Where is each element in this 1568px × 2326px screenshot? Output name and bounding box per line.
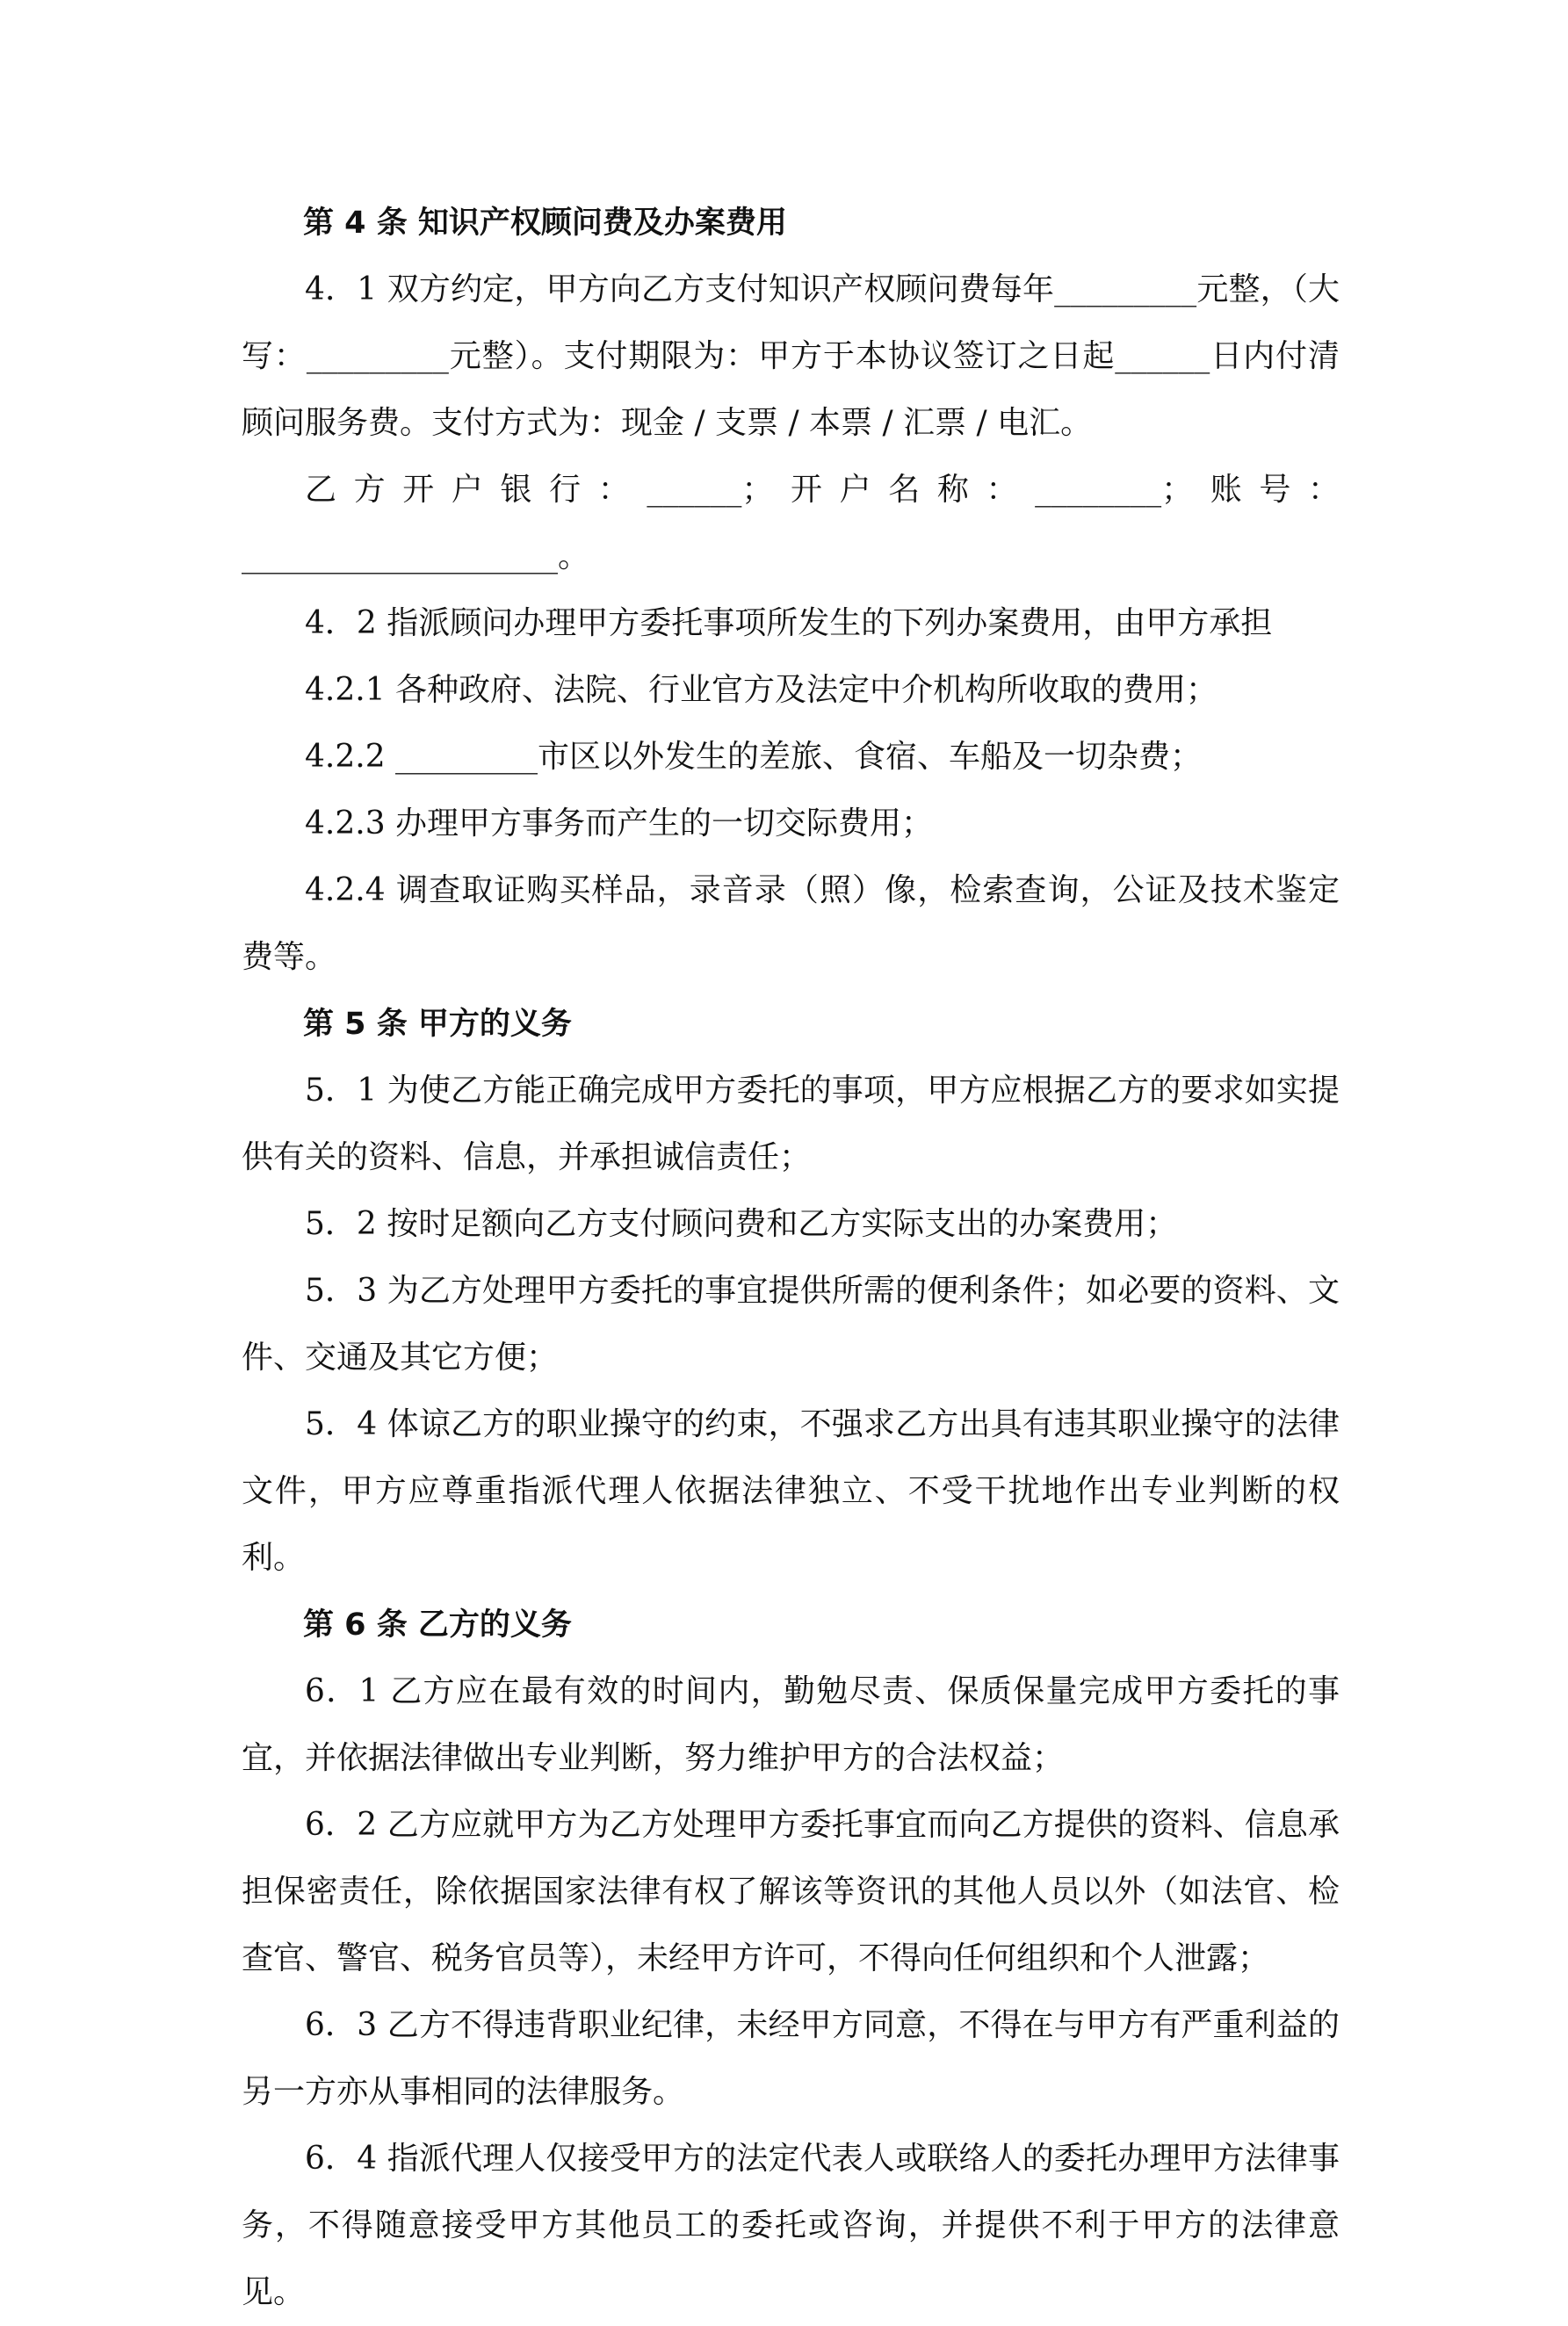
article-4-heading: 第 4 条 知识产权顾问费及办案费用 — [303, 206, 787, 241]
article-6-heading: 第 6 条 乙方的义务 — [303, 1607, 572, 1643]
bank-info: 乙方开户银行：______；开户名称：________；账号：____________________。 — [242, 472, 1340, 574]
clause-6-2: 6．2 乙方应就甲方为乙方处理甲方委托事宜而向乙方提供的资料、信息承担保密责任，除依据国家法律有权了解该等资讯的其他人员以外（如法官、检查官、警官、税务官员等），未经甲方许可，不得向任何组织和个人泄露； — [242, 1807, 1340, 1976]
clause-6-3: 6．3 乙方不得违背职业纪律，未经甲方同意，不得在与甲方有严重利益的另一方亦从事相同的法律服务。 — [242, 2007, 1340, 2110]
clause-6-4: 6．4 指派代理人仅接受甲方的法定代表人或联络人的委托办理甲方法律事务，不得随意接受甲方其他员工的委托或咨询，并提供不利于甲方的法律意见。 — [242, 2141, 1340, 2310]
article-5-heading: 第 5 条 甲方的义务 — [303, 1007, 572, 1042]
clause-4-2-4: 4.2.4 调查取证购买样品，录音录（照）像，检索查询，公证及技术鉴定费等。 — [242, 872, 1340, 975]
clause-4-2: 4．2 指派顾问办理甲方委托事项所发生的下列办案费用，由甲方承担 — [305, 605, 1273, 641]
clause-6-1: 6．1 乙方应在最有效的时间内，勤勉尽责、保质保量完成甲方委托的事宜，并依据法律做出专业判断，努力维护甲方的合法权益； — [242, 1673, 1340, 1776]
clause-4-1: 4．1 双方约定，甲方向乙方支付知识产权顾问费每年_________元整，（大写：_________元整）。支付期限为：甲方于本协议签订之日起______日内付清顾问服务费。支付方式为：现金 / 支票 / 本票 / 汇票 / 电汇。 — [242, 271, 1340, 441]
clause-4-2-2: 4.2.2 _________市区以外发生的差旅、食宿、车船及一切杂费； — [305, 739, 1203, 775]
clause-5-1: 5．1 为使乙方能正确完成甲方委托的事项，甲方应根据乙方的要求如实提供有关的资料、信息，并承担诚信责任； — [242, 1073, 1340, 1175]
document-page — [242, 190, 1340, 2326]
clause-5-4: 5．4 体谅乙方的职业操守的约束，不强求乙方出具有违其职业操守的法律文件，甲方应尊重指派代理人依据法律独立、不受干扰地作出专业判断的权利。 — [242, 1406, 1340, 1576]
clause-5-3: 5．3 为乙方处理甲方委托的事宜提供所需的便利条件；如必要的资料、文件、交通及其它方便； — [242, 1273, 1340, 1376]
clause-4-2-1: 4.2.1 各种政府、法院、行业官方及法定中介机构所收取的费用； — [305, 672, 1218, 708]
clause-5-2: 5．2 按时足额向乙方支付顾问费和乙方实际支出的办案费用； — [305, 1206, 1178, 1242]
clause-4-2-3: 4.2.3 办理甲方事务而产生的一切交际费用； — [305, 805, 934, 842]
